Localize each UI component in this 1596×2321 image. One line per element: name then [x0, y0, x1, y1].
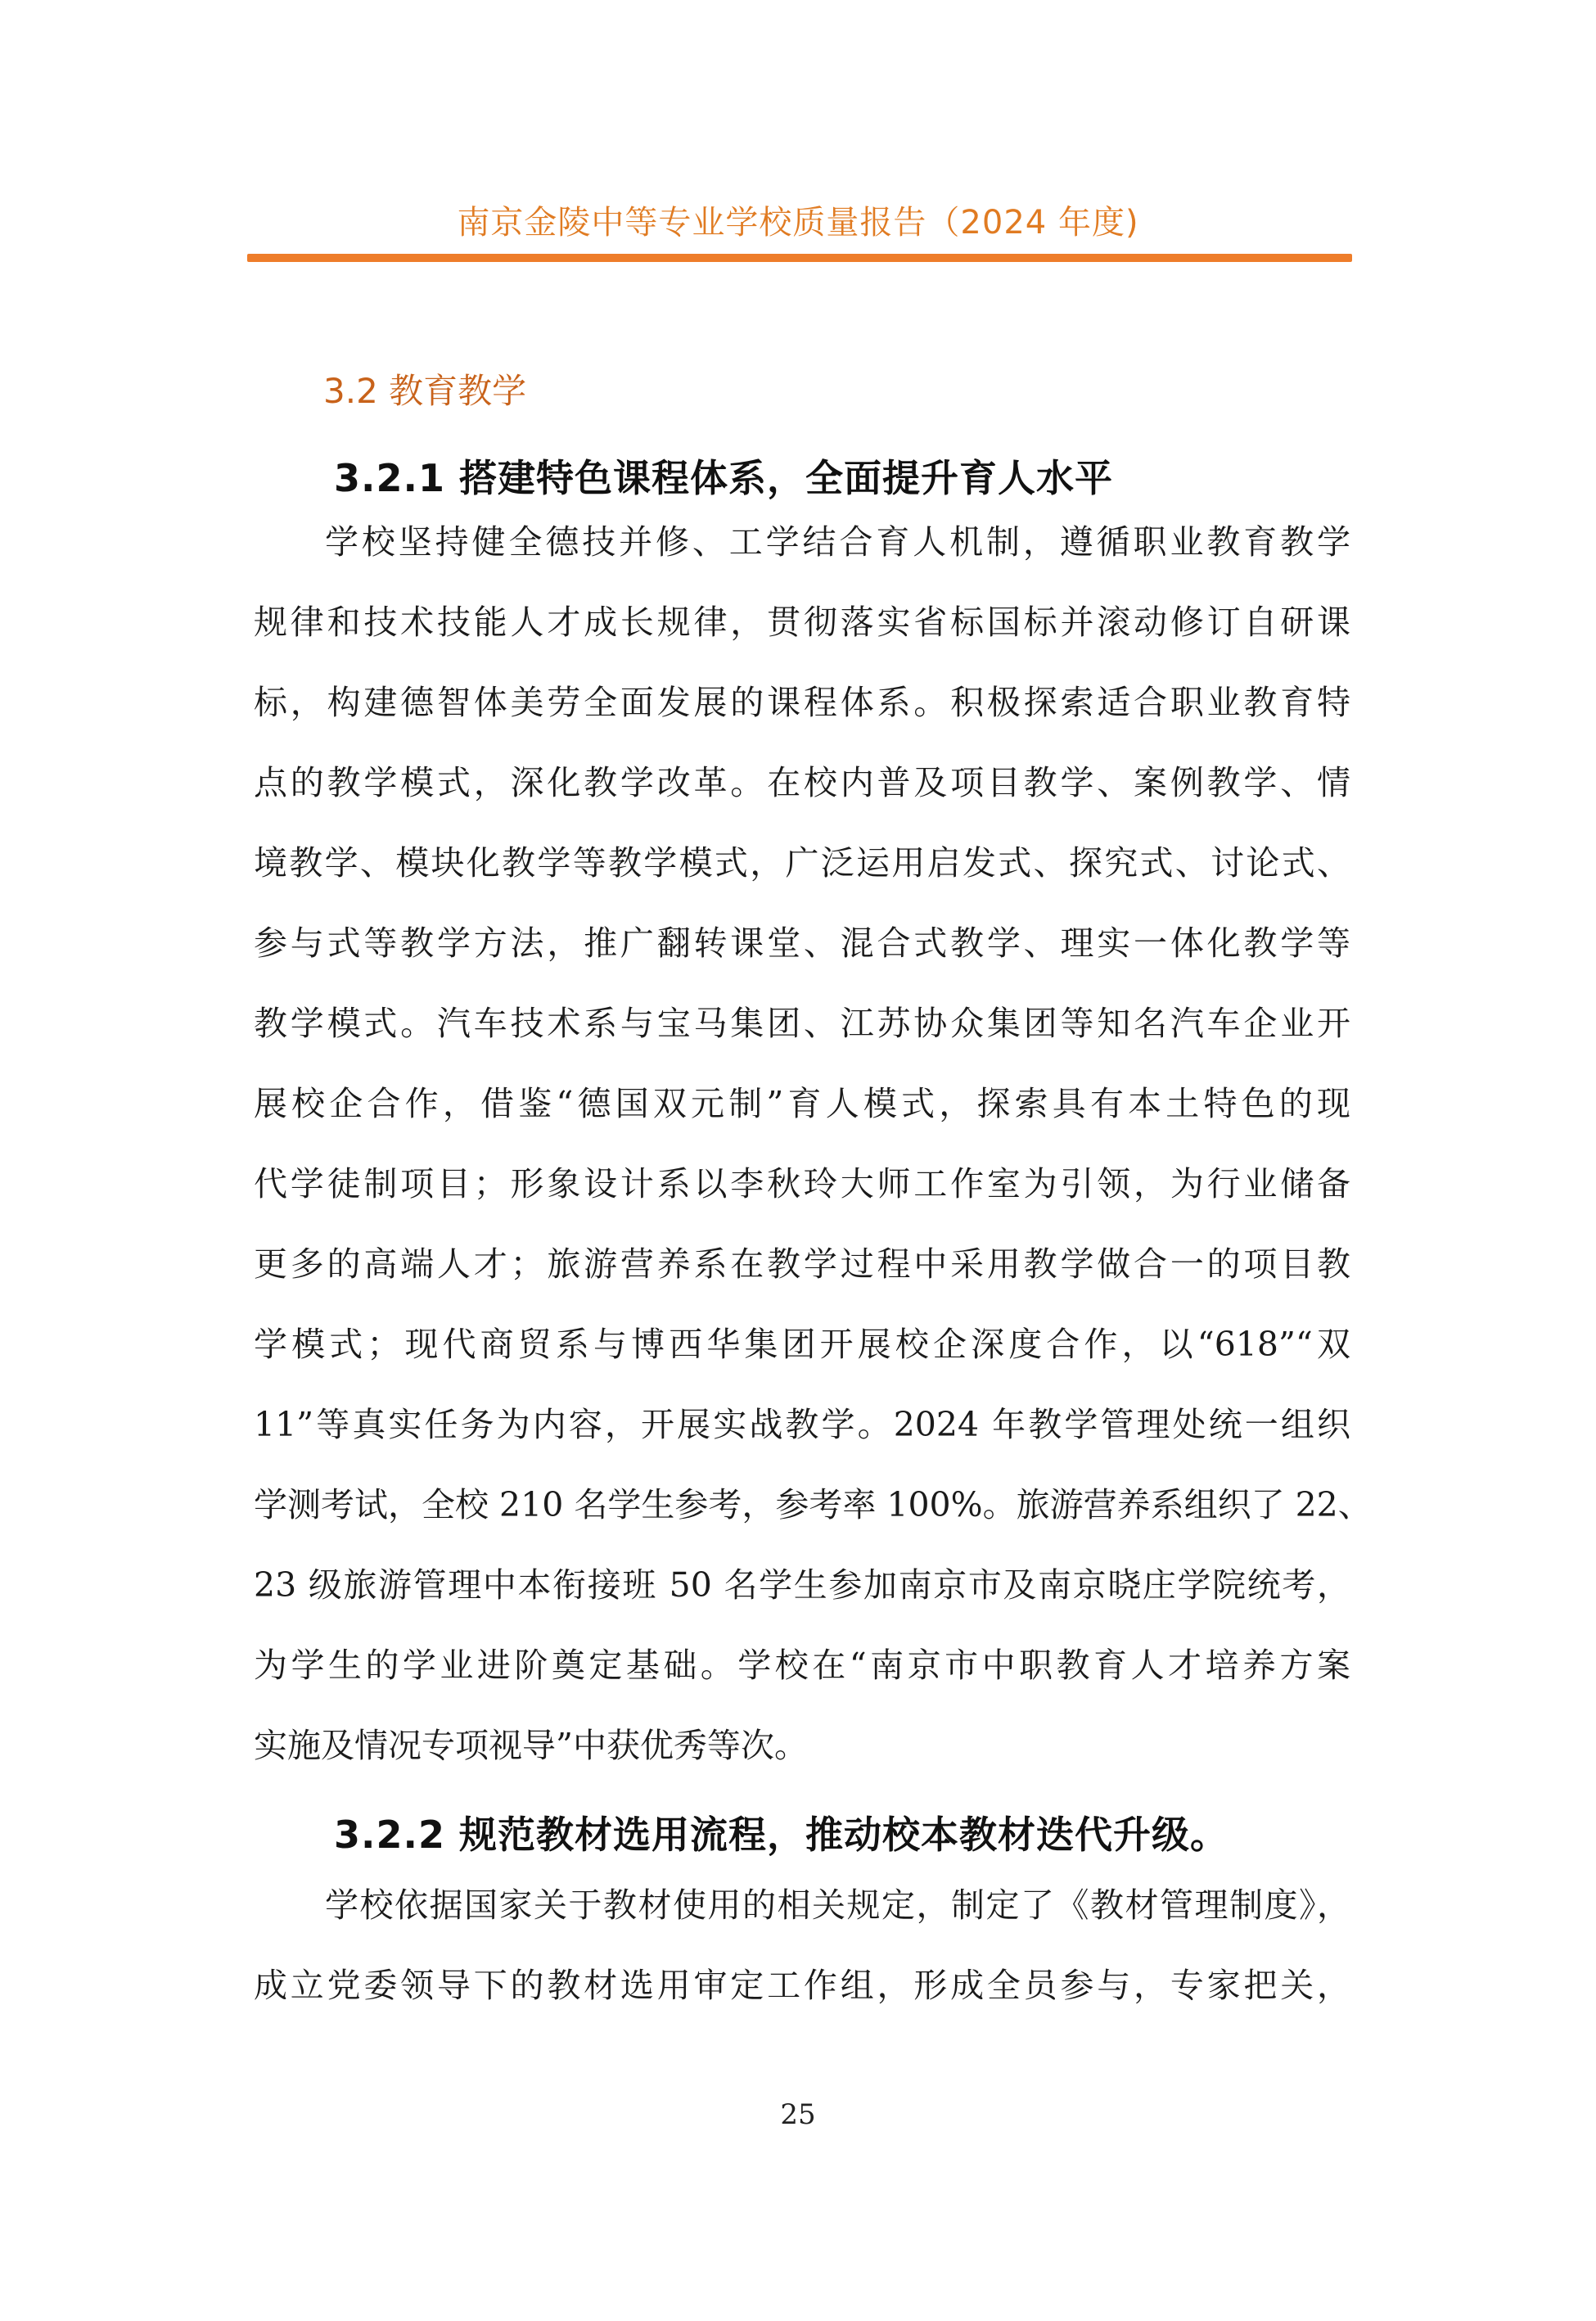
paragraph-line: 23 级旅游管理中本衔接班 50 名学生参加南京市及南京晓庄学院统考，: [254, 1565, 1350, 1605]
header-divider: [247, 254, 1352, 262]
paragraph-line: 成立党委领导下的教材选用审定工作组，形成全员参与，专家把关，: [254, 1966, 1350, 2005]
paragraph-line: 学测考试，全校 210 名学生参考，参考率 100%。旅游营养系组织了 22、: [254, 1485, 1372, 1524]
paragraph-line: 实施及情况专项视导”中获优秀等次。: [254, 1726, 808, 1765]
paragraph-line: 11”等真实任务为内容，开展实战教学。2024 年教学管理处统一组织: [254, 1405, 1350, 1444]
paragraph-line: 学校坚持健全德技并修、工学结合育人机制，遵循职业教育教学: [325, 522, 1350, 562]
paragraph-line: 代学徒制项目；形象设计系以李秋玲大师工作室为引领，为行业储备: [254, 1164, 1350, 1203]
paragraph-line: 点的教学模式，深化教学改革。在校内普及项目教学、案例教学、情: [254, 763, 1350, 802]
paragraph-line: 教学模式。汽车技术系与宝马集团、江苏协众集团等知名汽车企业开: [254, 1004, 1350, 1043]
paragraph-line: 学模式；现代商贸系与博西华集团开展校企深度合作，以“618”“双: [254, 1325, 1350, 1364]
subsection-heading-2: 3.2.2 规范教材选用流程，推动校本教材迭代升级。: [334, 1813, 1229, 1857]
paragraph-line: 更多的高端人才；旅游营养系在教学过程中采用教学做合一的项目教: [254, 1244, 1350, 1284]
report-header-title: 南京金陵中等专业学校质量报告（2024 年度): [457, 204, 1139, 242]
page-number: 25: [780, 2098, 816, 2131]
paragraph-line: 境教学、模块化教学等教学模式，广泛运用启发式、探究式、讨论式、: [254, 843, 1350, 883]
paragraph-line: 规律和技术技能人才成长规律，贯彻落实省标国标并滚动修订自研课: [254, 603, 1350, 642]
paragraph-line: 为学生的学业进阶奠定基础。学校在“南京市中职教育人才培养方案: [254, 1646, 1350, 1685]
paragraph-line: 学校依据国家关于教材使用的相关规定，制定了《教材管理制度》，: [325, 1885, 1350, 1925]
paragraph-line: 标，构建德智体美劳全面发展的课程体系。积极探索适合职业教育特: [254, 683, 1350, 722]
paragraph-line: 展校企合作，借鉴“德国双元制”育人模式，探索具有本土特色的现: [254, 1084, 1350, 1123]
section-title: 3.2 教育教学: [323, 371, 527, 411]
paragraph-line: 参与式等教学方法，推广翻转课堂、混合式教学、理实一体化教学等: [254, 923, 1350, 963]
subsection-heading-1: 3.2.1 搭建特色课程体系，全面提升育人水平: [334, 456, 1113, 500]
